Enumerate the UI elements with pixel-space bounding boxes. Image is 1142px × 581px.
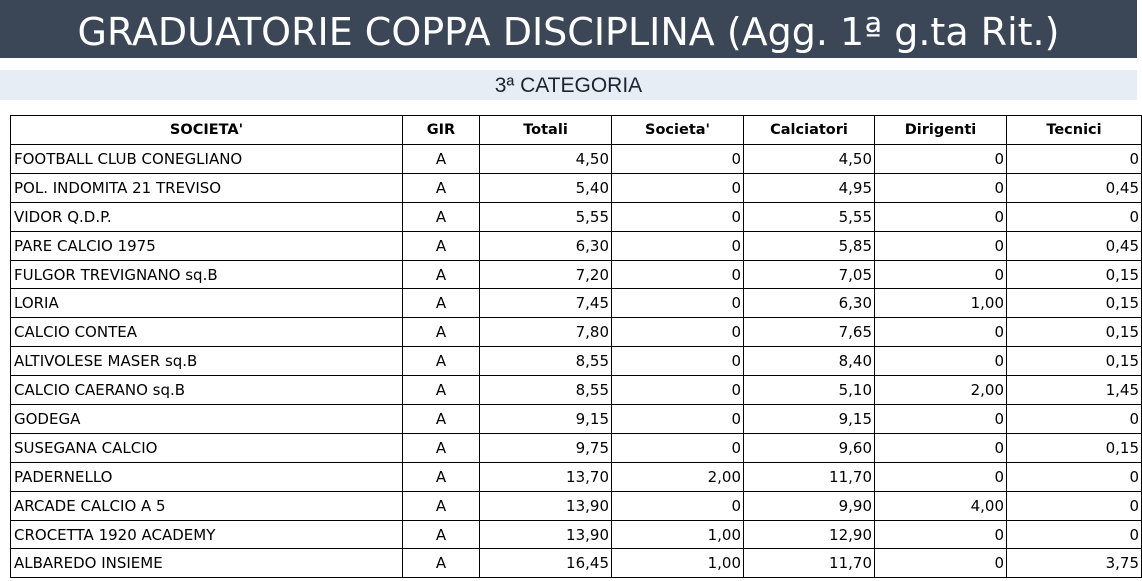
cell-societa-points: 0 (612, 145, 744, 174)
cell-totali: 13,90 (480, 491, 612, 520)
page-title: GRADUATORIE COPPA DISCIPLINA (Agg. 1ª g.ta Rit.) (77, 10, 1060, 54)
cell-calciatori: 5,10 (744, 376, 875, 405)
cell-calciatori: 9,15 (744, 405, 875, 434)
cell-societa-points: 2,00 (612, 462, 744, 491)
cell-societa-points: 0 (612, 231, 744, 260)
cell-dirigenti: 0 (875, 549, 1007, 578)
column-header-societa: SOCIETA' (11, 116, 403, 145)
column-header-societa-points: Societa' (612, 116, 744, 145)
cell-tecnici: 0 (1007, 462, 1142, 491)
table-row (11, 462, 1142, 491)
cell-societa-points: 1,00 (612, 520, 744, 549)
column-header-gir: GIR (403, 116, 480, 145)
table-row (11, 405, 1142, 434)
cell-gir: A (403, 433, 480, 462)
cell-gir: A (403, 347, 480, 376)
cell-societa: PADERNELLO (11, 462, 403, 491)
cell-gir: A (403, 202, 480, 231)
table-body (11, 145, 1142, 578)
cell-tecnici: 0,45 (1007, 173, 1142, 202)
cell-gir: A (403, 260, 480, 289)
cell-dirigenti: 0 (875, 318, 1007, 347)
cell-dirigenti: 2,00 (875, 376, 1007, 405)
cell-calciatori: 12,90 (744, 520, 875, 549)
table-row (11, 145, 1142, 174)
table-row (11, 202, 1142, 231)
table-row (11, 347, 1142, 376)
cell-societa-points: 1,00 (612, 549, 744, 578)
cell-dirigenti: 0 (875, 202, 1007, 231)
cell-dirigenti: 0 (875, 145, 1007, 174)
cell-tecnici: 0,15 (1007, 289, 1142, 318)
table-row (11, 231, 1142, 260)
cell-societa-points: 0 (612, 173, 744, 202)
cell-tecnici: 0 (1007, 145, 1142, 174)
cell-calciatori: 9,60 (744, 433, 875, 462)
cell-tecnici: 3,75 (1007, 549, 1142, 578)
cell-totali: 7,45 (480, 289, 612, 318)
cell-calciatori: 5,85 (744, 231, 875, 260)
cell-societa: PARE CALCIO 1975 (11, 231, 403, 260)
cell-totali: 9,75 (480, 433, 612, 462)
cell-tecnici: 0 (1007, 491, 1142, 520)
table-row (11, 289, 1142, 318)
cell-calciatori: 5,55 (744, 202, 875, 231)
cell-societa-points: 0 (612, 260, 744, 289)
cell-tecnici: 0,45 (1007, 231, 1142, 260)
cell-totali: 6,30 (480, 231, 612, 260)
cell-gir: A (403, 520, 480, 549)
cell-societa-points: 0 (612, 405, 744, 434)
cell-gir: A (403, 173, 480, 202)
cell-tecnici: 0,15 (1007, 433, 1142, 462)
cell-calciatori: 8,40 (744, 347, 875, 376)
cell-calciatori: 11,70 (744, 462, 875, 491)
cell-societa: FULGOR TREVIGNANO sq.B (11, 260, 403, 289)
cell-tecnici: 0 (1007, 520, 1142, 549)
cell-calciatori: 11,70 (744, 549, 875, 578)
table-header-row (11, 116, 1142, 145)
cell-societa: CALCIO CONTEA (11, 318, 403, 347)
cell-tecnici: 0,15 (1007, 260, 1142, 289)
cell-dirigenti: 0 (875, 405, 1007, 434)
cell-societa: ALBAREDO INSIEME (11, 549, 403, 578)
cell-societa-points: 0 (612, 347, 744, 376)
cell-totali: 13,90 (480, 520, 612, 549)
cell-totali: 8,55 (480, 376, 612, 405)
table-row (11, 376, 1142, 405)
cell-totali: 7,20 (480, 260, 612, 289)
cell-societa: ARCADE CALCIO A 5 (11, 491, 403, 520)
cell-calciatori: 7,05 (744, 260, 875, 289)
cell-societa-points: 0 (612, 491, 744, 520)
cell-totali: 7,80 (480, 318, 612, 347)
cell-calciatori: 9,90 (744, 491, 875, 520)
column-header-dirigenti: Dirigenti (875, 116, 1007, 145)
cell-societa: CROCETTA 1920 ACADEMY (11, 520, 403, 549)
cell-dirigenti: 0 (875, 173, 1007, 202)
cell-dirigenti: 0 (875, 231, 1007, 260)
cell-totali: 5,55 (480, 202, 612, 231)
cell-dirigenti: 0 (875, 462, 1007, 491)
table-row (11, 433, 1142, 462)
table-row (11, 260, 1142, 289)
cell-gir: A (403, 376, 480, 405)
column-header-tecnici: Tecnici (1007, 116, 1142, 145)
cell-calciatori: 4,95 (744, 173, 875, 202)
cell-tecnici: 0,15 (1007, 347, 1142, 376)
table-row (11, 520, 1142, 549)
cell-gir: A (403, 549, 480, 578)
cell-societa-points: 0 (612, 433, 744, 462)
table-row (11, 173, 1142, 202)
cell-tecnici: 0 (1007, 405, 1142, 434)
cell-calciatori: 4,50 (744, 145, 875, 174)
cell-societa: ALTIVOLESE MASER sq.B (11, 347, 403, 376)
cell-totali: 4,50 (480, 145, 612, 174)
cell-dirigenti: 0 (875, 260, 1007, 289)
cell-societa: LORIA (11, 289, 403, 318)
table-row (11, 318, 1142, 347)
cell-calciatori: 6,30 (744, 289, 875, 318)
cell-societa: POL. INDOMITA 21 TREVISO (11, 173, 403, 202)
cell-societa: FOOTBALL CLUB CONEGLIANO (11, 145, 403, 174)
cell-societa-points: 0 (612, 376, 744, 405)
cell-calciatori: 7,65 (744, 318, 875, 347)
cell-tecnici: 0 (1007, 202, 1142, 231)
cell-totali: 9,15 (480, 405, 612, 434)
table-row (11, 549, 1142, 578)
cell-gir: A (403, 231, 480, 260)
cell-tecnici: 0,15 (1007, 318, 1142, 347)
cell-societa-points: 0 (612, 202, 744, 231)
cell-societa-points: 0 (612, 289, 744, 318)
cell-dirigenti: 0 (875, 347, 1007, 376)
cell-dirigenti: 4,00 (875, 491, 1007, 520)
column-header-calciatori: Calciatori (744, 116, 875, 145)
standings-table (10, 115, 1142, 578)
column-header-totali: Totali (480, 116, 612, 145)
cell-totali: 8,55 (480, 347, 612, 376)
cell-totali: 13,70 (480, 462, 612, 491)
cell-gir: A (403, 491, 480, 520)
cell-gir: A (403, 145, 480, 174)
cell-gir: A (403, 462, 480, 491)
cell-societa: VIDOR Q.D.P. (11, 202, 403, 231)
cell-gir: A (403, 318, 480, 347)
cell-totali: 5,40 (480, 173, 612, 202)
cell-societa: GODEGA (11, 405, 403, 434)
cell-gir: A (403, 289, 480, 318)
category-title: 3ª CATEGORIA (494, 74, 643, 97)
cell-totali: 16,45 (480, 549, 612, 578)
cell-dirigenti: 0 (875, 520, 1007, 549)
cell-societa: SUSEGANA CALCIO (11, 433, 403, 462)
cell-societa: CALCIO CAERANO sq.B (11, 376, 403, 405)
cell-tecnici: 1,45 (1007, 376, 1142, 405)
table-row (11, 491, 1142, 520)
cell-dirigenti: 0 (875, 433, 1007, 462)
cell-gir: A (403, 405, 480, 434)
cell-dirigenti: 1,00 (875, 289, 1007, 318)
cell-societa-points: 0 (612, 318, 744, 347)
